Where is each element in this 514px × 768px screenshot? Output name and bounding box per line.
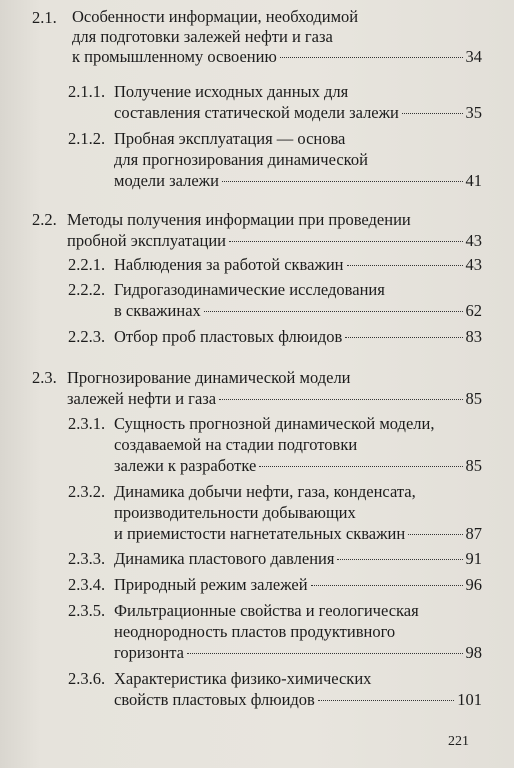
dot-leader	[408, 534, 462, 535]
toc-title-line: Природный режим залежей	[114, 575, 308, 594]
toc-title-last-line	[67, 388, 482, 409]
toc-page-number: 96	[465, 575, 482, 594]
toc-page-number: 85	[465, 456, 482, 475]
toc-title-line: Характеристика физико-химических	[114, 669, 372, 688]
toc-entry[interactable]	[72, 7, 482, 67]
toc-title-line: производительности добывающих	[114, 503, 356, 522]
dot-leader	[259, 466, 462, 467]
toc-title-last-line	[114, 102, 482, 123]
toc-title-line: залежи к разработке	[114, 456, 257, 475]
toc-title-last-line	[114, 170, 482, 191]
toc-section-number: 2.3.	[32, 368, 57, 387]
toc-title-last-line	[67, 230, 482, 251]
toc-entry[interactable]	[114, 481, 482, 544]
toc-title-line: к промышленному освоению	[72, 47, 277, 66]
toc-entry[interactable]	[114, 81, 482, 123]
toc-title-last-line	[114, 455, 482, 476]
dot-leader	[337, 559, 462, 560]
toc-section-number: 2.2.1.	[68, 255, 106, 274]
toc-title-last-line	[114, 254, 482, 275]
toc-section-number: 2.2.	[32, 210, 57, 229]
toc-title-line: неоднородность пластов продуктивного	[114, 622, 396, 641]
dot-leader	[347, 265, 463, 266]
toc-title-line: горизонта	[114, 643, 184, 662]
toc-section-number: 2.1.1.	[68, 82, 106, 101]
toc-entry[interactable]	[114, 668, 482, 710]
toc-title-line: модели залежи	[114, 171, 219, 190]
toc-title-last-line	[114, 326, 482, 347]
toc-title-line: Отбор проб пластовых флюидов	[114, 327, 343, 346]
dot-leader	[280, 57, 463, 58]
toc-title-last-line	[114, 523, 482, 544]
toc-title-line: пробной эксплуатации	[67, 231, 226, 250]
toc-entry[interactable]	[114, 413, 482, 476]
toc-page-number: 87	[465, 524, 482, 543]
toc-page-number: 83	[465, 327, 482, 346]
toc-title-line: Прогнозирование динамической модели	[67, 368, 351, 387]
toc-section-number: 2.1.	[32, 8, 57, 27]
toc-entry[interactable]	[67, 209, 482, 251]
toc-title-line: Сущность прогнозной динамической модели,	[114, 414, 435, 433]
toc-title-line: Гидрогазодинамические исследования	[114, 280, 385, 299]
toc-title-line: свойств пластовых флюидов	[114, 690, 315, 709]
toc-title-last-line	[72, 47, 482, 67]
toc-entry[interactable]	[67, 367, 482, 409]
dot-leader	[187, 653, 463, 654]
toc-page-number: 41	[465, 171, 482, 190]
toc-title-line: Фильтрационные свойства и геологическая	[114, 601, 419, 620]
toc-section-number: 2.1.2.	[68, 129, 106, 148]
toc-section-number: 2.3.5.	[68, 601, 106, 620]
toc-page-number: 43	[465, 255, 482, 274]
dot-leader	[311, 585, 463, 586]
toc-title-last-line	[114, 689, 482, 710]
toc-title-line: Динамика добычи нефти, газа, конденсата,	[114, 482, 416, 501]
toc-title-last-line	[114, 548, 482, 569]
toc-title-line: залежей нефти и газа	[67, 389, 217, 408]
dot-leader	[219, 399, 462, 400]
toc-title-line: Получение исходных данных для	[114, 82, 349, 101]
toc-page-number: 91	[465, 549, 482, 568]
dot-leader	[204, 311, 463, 312]
toc-page-number: 85	[465, 389, 482, 408]
toc-entry[interactable]	[114, 574, 482, 595]
toc-page-number: 34	[465, 47, 482, 66]
toc-title-last-line	[114, 574, 482, 595]
toc-title-line: Методы получения информации при проведении	[67, 210, 411, 229]
toc-entry[interactable]	[114, 254, 482, 275]
dot-leader	[345, 337, 462, 338]
toc-page-number: 101	[457, 690, 482, 709]
toc-entry[interactable]	[114, 548, 482, 569]
toc-entry[interactable]	[114, 128, 482, 191]
toc-title-line: в скважинах	[114, 301, 201, 320]
toc-title-line: для подготовки залежей нефти и газа	[72, 27, 333, 46]
toc-title-line: Наблюдения за работой скважин	[114, 255, 344, 274]
toc-title-line: и приемистости нагнетательных скважин	[114, 524, 406, 543]
toc-page-number: 43	[465, 231, 482, 250]
toc-page-number: 98	[465, 643, 482, 662]
toc-page-number: 35	[465, 103, 482, 122]
toc-entry[interactable]	[114, 326, 482, 347]
toc-page-number: 62	[465, 301, 482, 320]
toc-title-line: Пробная эксплуатация — основа	[114, 129, 346, 148]
toc-section-number: 2.3.3.	[68, 549, 106, 568]
toc-title-line: Особенности информации, необходимой	[72, 7, 359, 26]
dot-leader	[229, 241, 463, 242]
dot-leader	[402, 113, 463, 114]
toc-title-line: составления статической модели залежи	[114, 103, 399, 122]
toc-entry[interactable]	[114, 279, 482, 321]
toc-title-line: создаваемой на стадии подготовки	[114, 435, 358, 454]
toc-entry[interactable]	[114, 600, 482, 663]
toc-title-last-line	[114, 642, 482, 663]
dot-leader	[222, 181, 463, 182]
toc-section-number: 2.2.2.	[68, 280, 106, 299]
toc-section-number: 2.3.4.	[68, 575, 106, 594]
toc-section-number: 2.3.1.	[68, 414, 106, 433]
dot-leader	[318, 700, 454, 701]
toc-title-line: для прогнозирования динамической	[114, 150, 368, 169]
page-number: 221	[448, 734, 469, 749]
toc-section-number: 2.3.2.	[68, 482, 106, 501]
toc-section-number: 2.3.6.	[68, 669, 106, 688]
toc-title-line: Динамика пластового давления	[114, 549, 335, 568]
toc-section-number: 2.2.3.	[68, 327, 106, 346]
toc-title-last-line	[114, 300, 482, 321]
